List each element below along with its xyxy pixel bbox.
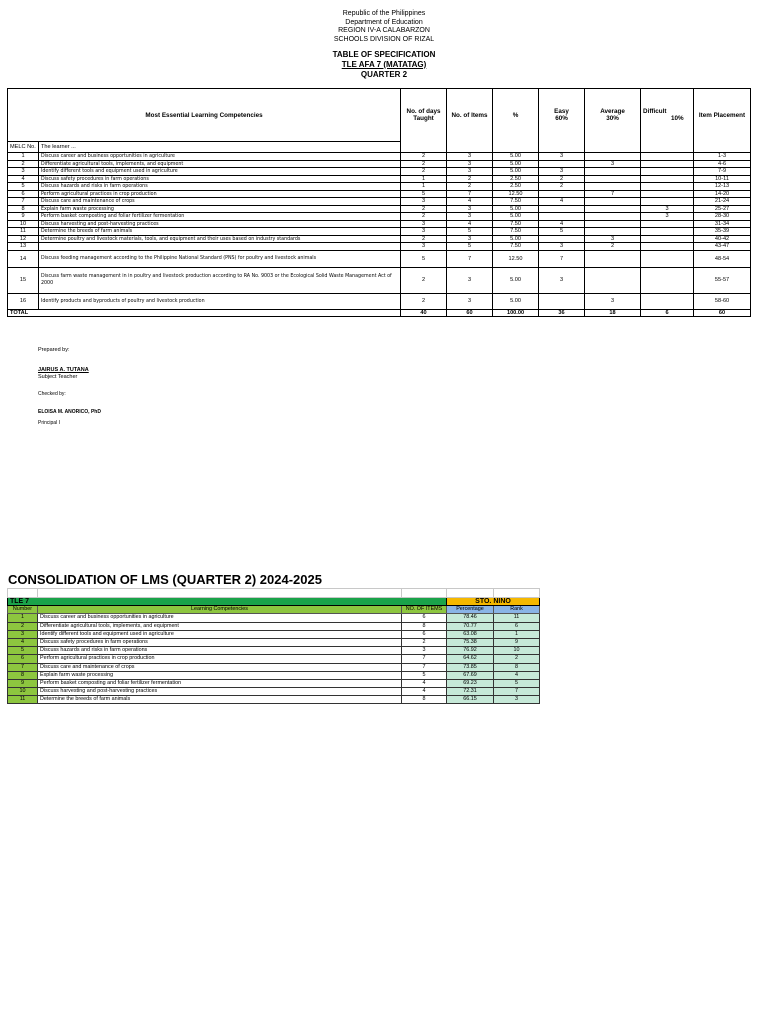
- lms-items: 5: [402, 671, 447, 679]
- prepared-by-name: JAIRUS A. TUTANA: [38, 367, 89, 373]
- lms-section-label: STO. NINO: [447, 598, 540, 606]
- lms-row: [8, 663, 540, 671]
- average-count: 3: [585, 160, 641, 168]
- no-of-items: 4: [447, 198, 493, 206]
- lms-rank: 9: [494, 638, 540, 646]
- lms-row: [8, 630, 540, 638]
- average-count: [585, 168, 641, 176]
- easy-count: 2: [539, 175, 585, 183]
- lms-items: 4: [402, 679, 447, 687]
- difficult-count: [641, 168, 694, 176]
- learner-label: The learner ...: [39, 142, 401, 153]
- average-count: 3: [585, 293, 641, 309]
- lms-competency: Discuss harvesting and post-harvesting practices: [38, 688, 402, 696]
- days-taught: 2: [401, 160, 447, 168]
- lms-competency: Discuss career and business opportunities in agriculture: [38, 614, 402, 622]
- table-row: [8, 168, 751, 176]
- item-placement: 25-27: [694, 205, 751, 213]
- lms-row: [8, 688, 540, 696]
- difficult-count: [641, 153, 694, 161]
- no-of-items: 2: [447, 175, 493, 183]
- item-placement: 35-39: [694, 228, 751, 236]
- average-count: [585, 153, 641, 161]
- competency-text: [39, 243, 401, 251]
- percent: 12.50: [493, 190, 539, 198]
- col-header-difficult: Difficult 10%: [641, 89, 694, 142]
- lms-items: 3: [402, 647, 447, 655]
- table-row: [8, 198, 751, 206]
- easy-count: 5: [539, 228, 585, 236]
- item-placement: 7-9: [694, 168, 751, 176]
- days-taught: 2: [401, 153, 447, 161]
- col-header-days: No. of days Taught: [401, 89, 447, 142]
- checked-by-name: ELOISA M. ANORICO, PhD: [38, 409, 101, 415]
- lms-rank: 10: [494, 647, 540, 655]
- competency-text: Differentiate agricultural tools, implements, and equipment: [39, 160, 401, 168]
- difficult-count: [641, 243, 694, 251]
- percent: 5.00: [493, 235, 539, 243]
- lms-competency: Perform agricultural practices in crop production: [38, 655, 402, 663]
- easy-count: [539, 213, 585, 221]
- lms-percentage: 67.69: [447, 671, 494, 679]
- easy-count: 7: [539, 250, 585, 267]
- lms-header-items: NO. OF ITEMS: [402, 606, 447, 614]
- col-header-easy: Easy 60%: [539, 89, 585, 142]
- melc-number: 5: [8, 183, 39, 191]
- average-count: [585, 220, 641, 228]
- header-quarter: QUARTER 2: [360, 69, 408, 79]
- melc-number: 7: [8, 198, 39, 206]
- table-row: [8, 228, 751, 236]
- checked-by-role: Principal I: [38, 420, 60, 426]
- col-header-competencies: Most Essential Learning Competencies: [8, 89, 401, 142]
- lms-number: 9: [8, 679, 38, 687]
- competency-text: Identify products and byproducts of poultry and livestock production: [39, 293, 401, 309]
- lms-row: [8, 679, 540, 687]
- competency-text: Discuss career and business opportunities in agriculture: [39, 153, 401, 161]
- lms-items: 8: [402, 622, 447, 630]
- days-taught: 2: [401, 293, 447, 309]
- lms-percentage: 66.15: [447, 696, 494, 704]
- no-of-items: 5: [447, 228, 493, 236]
- item-placement: 40-42: [694, 235, 751, 243]
- difficult-count: [641, 175, 694, 183]
- days-taught: 3: [401, 220, 447, 228]
- average-count: [585, 267, 641, 293]
- competency-text: Identify different tools and equipment used in agriculture: [39, 168, 401, 176]
- days-taught: 3: [401, 243, 447, 251]
- no-of-items: 3: [447, 235, 493, 243]
- melc-number: 9: [8, 213, 39, 221]
- difficult-count: 3: [641, 205, 694, 213]
- lms-items: 8: [402, 696, 447, 704]
- table-row: [8, 183, 751, 191]
- no-of-items: 2: [447, 183, 493, 191]
- average-count: 3: [585, 235, 641, 243]
- lms-competency: Explain farm waste processing: [38, 671, 402, 679]
- lms-header-percentage: Percentage: [447, 606, 494, 614]
- no-of-items: 3: [447, 267, 493, 293]
- difficult-count: [641, 183, 694, 191]
- melc-number: 14: [8, 250, 39, 267]
- competency-text: Perform basket composting and foliar fertilizer fermentation: [39, 213, 401, 221]
- easy-count: 4: [539, 198, 585, 206]
- item-placement: 31-34: [694, 220, 751, 228]
- col-header-placement: Item Placement: [694, 89, 751, 142]
- difficult-count: [641, 228, 694, 236]
- competency-text: Discuss harvesting and post-harvesting practices: [39, 220, 401, 228]
- days-taught: 2: [401, 213, 447, 221]
- average-count: 2: [585, 243, 641, 251]
- no-of-items: 4: [447, 220, 493, 228]
- percent: 5.00: [493, 153, 539, 161]
- lms-row: [8, 655, 540, 663]
- item-placement: 10-11: [694, 175, 751, 183]
- lms-number: 8: [8, 671, 38, 679]
- percent: 7.50: [493, 220, 539, 228]
- lms-rank: 1: [494, 630, 540, 638]
- lms-number: 11: [8, 696, 38, 704]
- total-percent: 100.00: [493, 309, 539, 317]
- no-of-items: 7: [447, 250, 493, 267]
- average-count: [585, 183, 641, 191]
- document-header: [0, 10, 768, 80]
- no-of-items: 3: [447, 160, 493, 168]
- days-taught: 1: [401, 183, 447, 191]
- item-placement: 14-20: [694, 190, 751, 198]
- col-header-average: Average 30%: [585, 89, 641, 142]
- lms-row: [8, 647, 540, 655]
- difficult-count: [641, 267, 694, 293]
- lms-percentage: 73.85: [447, 663, 494, 671]
- lms-items: 2: [402, 638, 447, 646]
- header-republic: Republic of the Philippines: [342, 10, 426, 17]
- lms-rank: 3: [494, 696, 540, 704]
- item-placement: 48-54: [694, 250, 751, 267]
- melc-number: 15: [8, 267, 39, 293]
- lms-number: 6: [8, 655, 38, 663]
- lms-number: 7: [8, 663, 38, 671]
- no-of-items: 7: [447, 190, 493, 198]
- lms-items: 7: [402, 663, 447, 671]
- total-label: TOTAL: [8, 309, 401, 317]
- lms-percentage: 78.46: [447, 614, 494, 622]
- easy-count: 3: [539, 153, 585, 161]
- no-of-items: 3: [447, 168, 493, 176]
- lms-row: [8, 671, 540, 679]
- competency-text: Discuss care and maintenance of crops: [39, 198, 401, 206]
- percent: 7.50: [493, 228, 539, 236]
- lms-rank: 8: [494, 663, 540, 671]
- lms-rank: 4: [494, 671, 540, 679]
- lms-percentage: 64.62: [447, 655, 494, 663]
- table-of-specification: [7, 88, 751, 317]
- melc-number: 3: [8, 168, 39, 176]
- table-row: [8, 205, 751, 213]
- melc-number: 16: [8, 293, 39, 309]
- easy-count: 3: [539, 243, 585, 251]
- average-count: [585, 198, 641, 206]
- percent: 7.50: [493, 243, 539, 251]
- easy-count: 3: [539, 168, 585, 176]
- no-of-items: 3: [447, 153, 493, 161]
- total-average: 18: [585, 309, 641, 317]
- easy-count: 4: [539, 220, 585, 228]
- competency-text: Discuss feeding management according to the Philippine National Standard (PNS) for poultry and livestock animals: [39, 250, 401, 267]
- total-placement: 60: [694, 309, 751, 317]
- table-row: [8, 190, 751, 198]
- checked-by-label: Checked by:: [38, 391, 66, 397]
- easy-count: 3: [539, 267, 585, 293]
- col-header-items: No. of Items: [447, 89, 493, 142]
- total-easy: 36: [539, 309, 585, 317]
- percent: 5.00: [493, 205, 539, 213]
- average-count: [585, 250, 641, 267]
- lms-grade-label: TLE 7: [8, 598, 447, 606]
- total-items: 60: [447, 309, 493, 317]
- easy-count: [539, 190, 585, 198]
- lms-competency: Discuss safety procedures in farm operations: [38, 638, 402, 646]
- table-row: [8, 293, 751, 309]
- item-placement: 28-30: [694, 213, 751, 221]
- percent: 2.50: [493, 175, 539, 183]
- table-row: [8, 220, 751, 228]
- melc-number: 4: [8, 175, 39, 183]
- lms-percentage: 75.38: [447, 638, 494, 646]
- melc-number: 10: [8, 220, 39, 228]
- melc-number: 13: [8, 243, 39, 251]
- lms-header-number: Number: [8, 606, 38, 614]
- item-placement: 58-60: [694, 293, 751, 309]
- percent: 12.50: [493, 250, 539, 267]
- percent: 5.00: [493, 267, 539, 293]
- melc-number: 12: [8, 235, 39, 243]
- lms-competency: Identify different tools and equipment used in agriculture: [38, 630, 402, 638]
- prepared-by-label: Prepared by:: [38, 347, 70, 353]
- lms-percentage: 69.23: [447, 679, 494, 687]
- competency-text: Discuss hazards and risks in farm operations: [39, 183, 401, 191]
- competency-text: Discuss safety procedures in farm operations: [39, 175, 401, 183]
- lms-consolidation-table: [7, 588, 540, 704]
- lms-rank: 6: [494, 622, 540, 630]
- average-count: [585, 175, 641, 183]
- melc-no-label: MELC No.: [8, 142, 39, 153]
- header-title: TABLE OF SPECIFICATION: [332, 49, 436, 59]
- average-count: [585, 205, 641, 213]
- lms-competency: Discuss care and maintenance of crops: [38, 663, 402, 671]
- difficult-count: 3: [641, 213, 694, 221]
- average-count: [585, 213, 641, 221]
- lms-items: 7: [402, 655, 447, 663]
- easy-count: [539, 293, 585, 309]
- average-count: [585, 228, 641, 236]
- difficult-count: [641, 235, 694, 243]
- lms-header-competencies: Learning Competencies: [38, 606, 402, 614]
- header-subject: TLE AFA 7 (MATATAG): [341, 59, 427, 69]
- lms-competency: Discuss hazards and risks in farm operations: [38, 647, 402, 655]
- lms-row: [8, 622, 540, 630]
- melc-number: 8: [8, 205, 39, 213]
- days-taught: 2: [401, 205, 447, 213]
- item-placement: 21-24: [694, 198, 751, 206]
- lms-percentage: 70.77: [447, 622, 494, 630]
- lms-items: 4: [402, 688, 447, 696]
- lms-header-rank: Rank: [494, 606, 540, 614]
- days-taught: 2: [401, 235, 447, 243]
- item-placement: 55-57: [694, 267, 751, 293]
- competency-text: Determine poultry and livestock materials, tools, and equipment and their uses based on industry standards: [39, 235, 401, 243]
- percent: 5.00: [493, 160, 539, 168]
- prepared-by-role: Subject Teacher: [38, 374, 78, 380]
- competency-text: Determine the breeds of farm animals: [39, 228, 401, 236]
- days-taught: 2: [401, 267, 447, 293]
- col-header-percent: %: [493, 89, 539, 142]
- percent: 2.50: [493, 183, 539, 191]
- lms-percentage: 76.92: [447, 647, 494, 655]
- lms-rank: 5: [494, 679, 540, 687]
- lms-number: 3: [8, 630, 38, 638]
- no-of-items: 3: [447, 205, 493, 213]
- lms-number: 2: [8, 622, 38, 630]
- header-division: SCHOOLS DIVISION OF RIZAL: [333, 36, 435, 44]
- difficult-count: [641, 250, 694, 267]
- lms-percentage: 72.31: [447, 688, 494, 696]
- competency-text: Discuss farm waste management in in poultry and livestock production according to RA No. 9003 or the Ecological Solid Waste Management Act of 2000: [39, 267, 401, 293]
- lms-rank: 11: [494, 614, 540, 622]
- easy-count: 2: [539, 183, 585, 191]
- no-of-items: 5: [447, 243, 493, 251]
- lms-percentage: 63.08: [447, 630, 494, 638]
- percent: 5.00: [493, 293, 539, 309]
- competency-text: Perform agricultural practices in crop production: [39, 190, 401, 198]
- total-days: 40: [401, 309, 447, 317]
- difficult-count: [641, 190, 694, 198]
- table-row: [8, 175, 751, 183]
- percent: 5.00: [493, 213, 539, 221]
- easy-count: [539, 235, 585, 243]
- lms-rank: 7: [494, 688, 540, 696]
- item-placement: 1-3: [694, 153, 751, 161]
- no-of-items: 3: [447, 293, 493, 309]
- days-taught: 3: [401, 198, 447, 206]
- melc-number: 2: [8, 160, 39, 168]
- days-taught: 5: [401, 250, 447, 267]
- lms-number: 5: [8, 647, 38, 655]
- total-row: [8, 309, 751, 317]
- difficult-count: [641, 160, 694, 168]
- item-placement: 12-13: [694, 183, 751, 191]
- days-taught: 3: [401, 228, 447, 236]
- header-region: REGION IV-A CALABARZON: [338, 27, 430, 35]
- table-row: [8, 153, 751, 161]
- easy-count: [539, 205, 585, 213]
- days-taught: 1: [401, 175, 447, 183]
- average-count: 7: [585, 190, 641, 198]
- melc-number: 11: [8, 228, 39, 236]
- lms-items: 6: [402, 630, 447, 638]
- lms-rank: 2: [494, 655, 540, 663]
- table-row: [8, 160, 751, 168]
- lms-row: [8, 696, 540, 704]
- melc-number: 6: [8, 190, 39, 198]
- easy-count: [539, 160, 585, 168]
- lms-items: 6: [402, 614, 447, 622]
- lms-row: [8, 638, 540, 646]
- difficult-count: [641, 198, 694, 206]
- percent: 7.50: [493, 198, 539, 206]
- competency-text: Explain farm waste processing: [39, 205, 401, 213]
- lms-competency: Perform basket composting and foliar fertilizer fermentation: [38, 679, 402, 687]
- table-row: [8, 235, 751, 243]
- table-row: [8, 213, 751, 221]
- lms-row: [8, 614, 540, 622]
- item-placement: 43-47: [694, 243, 751, 251]
- no-of-items: 3: [447, 213, 493, 221]
- lms-competency: Differentiate agricultural tools, implements, and equipment: [38, 622, 402, 630]
- melc-number: 1: [8, 153, 39, 161]
- difficult-count: [641, 293, 694, 309]
- lms-number: 1: [8, 614, 38, 622]
- total-difficult: 6: [641, 309, 694, 317]
- difficult-count: [641, 220, 694, 228]
- percent: 5.00: [493, 168, 539, 176]
- item-placement: 4-6: [694, 160, 751, 168]
- lms-title: CONSOLIDATION OF LMS (QUARTER 2) 2024-2025: [8, 572, 322, 587]
- header-department: Department of Education: [345, 18, 423, 26]
- days-taught: 5: [401, 190, 447, 198]
- lms-number: 4: [8, 638, 38, 646]
- days-taught: 2: [401, 168, 447, 176]
- lms-competency: Determine the breeds of farm animals: [38, 696, 402, 704]
- table-row: [8, 267, 751, 293]
- table-row: [8, 243, 751, 251]
- lms-number: 10: [8, 688, 38, 696]
- table-row: [8, 250, 751, 267]
